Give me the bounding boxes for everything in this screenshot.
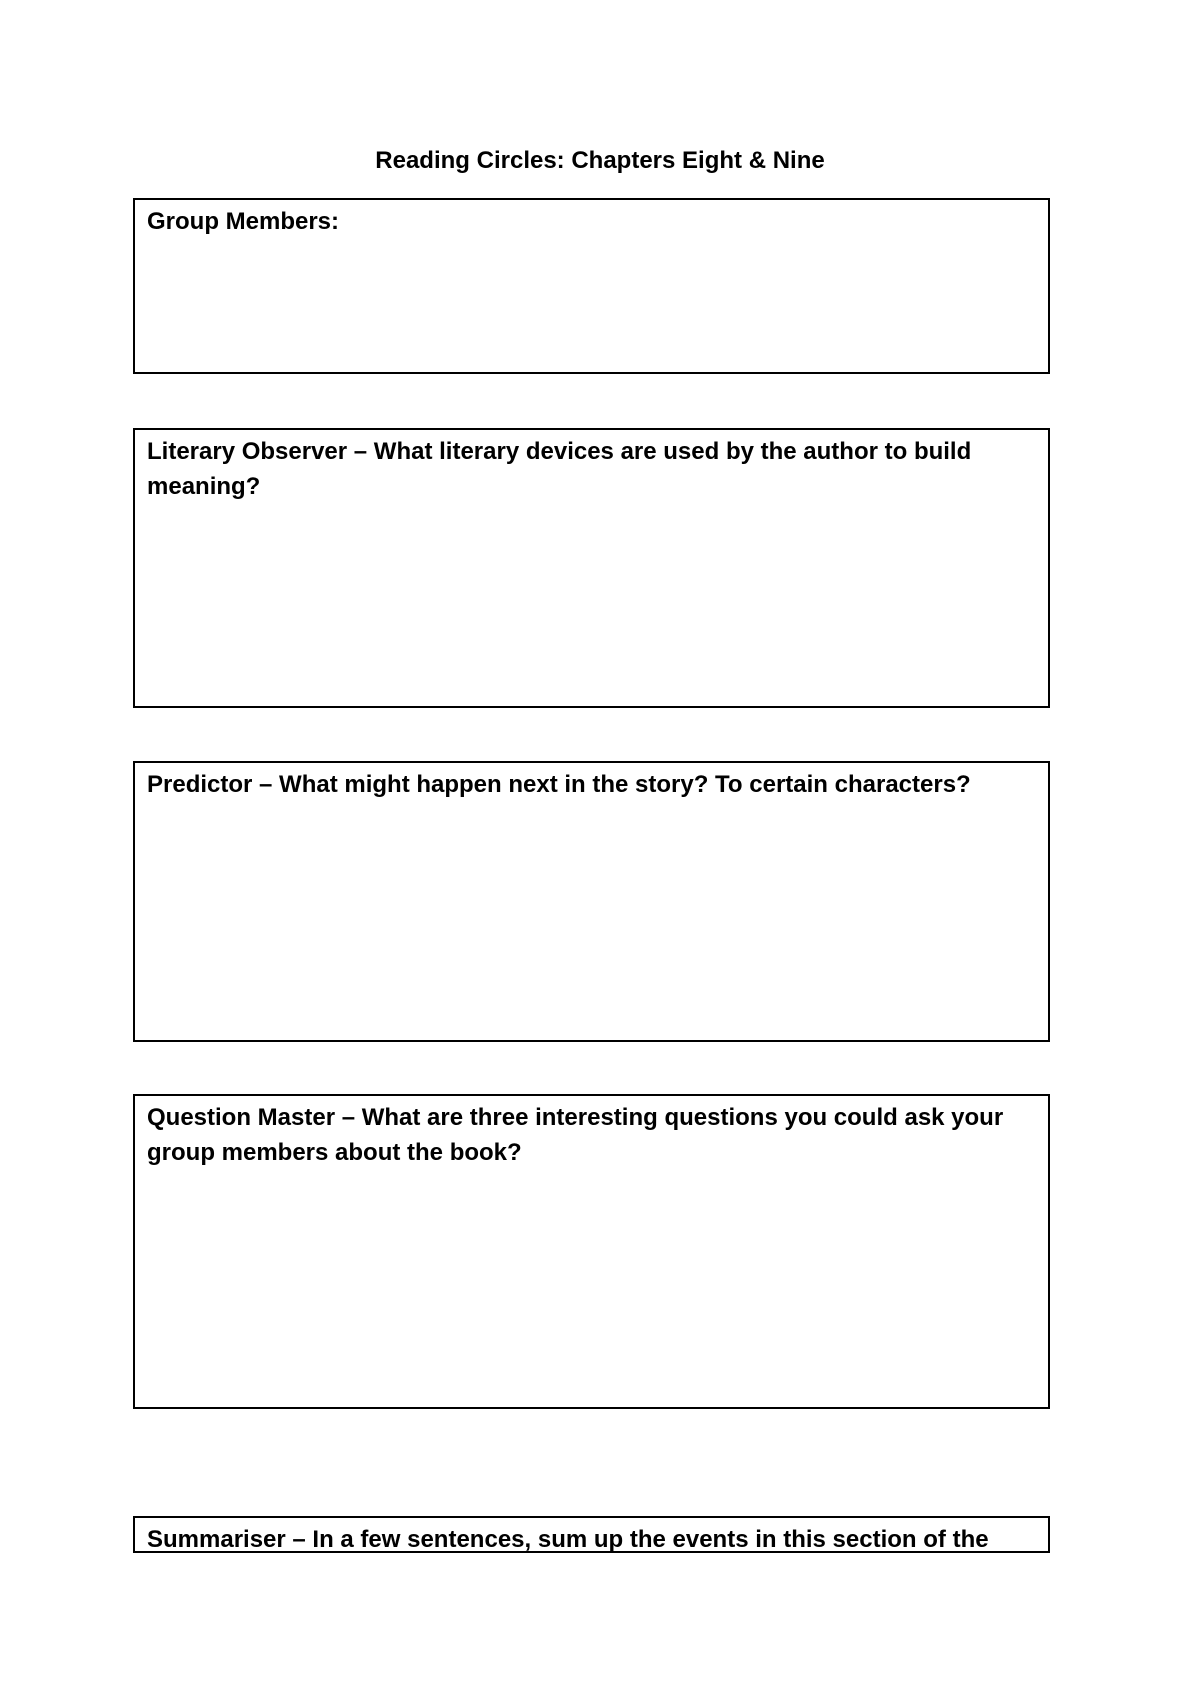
predictor-box[interactable]	[133, 761, 1050, 1042]
literary-observer-label: Literary Observer – What literary devices are used by the author to build meaning?	[147, 438, 972, 500]
literary-observer-box[interactable]	[133, 428, 1050, 708]
summariser-box[interactable]	[133, 1516, 1050, 1553]
question-master-label: Question Master – What are three interesting questions you could ask your group members about the book?	[147, 1104, 1004, 1166]
group-members-label: Group Members:	[147, 208, 340, 235]
question-master-box[interactable]	[133, 1094, 1050, 1409]
predictor-label: Predictor – What might happen next in the story? To certain characters?	[147, 771, 971, 798]
group-members-box[interactable]	[133, 198, 1050, 374]
summariser-label: Summariser – In a few sentences, sum up the events in this section of the	[147, 1526, 989, 1553]
page-title: Reading Circles: Chapters Eight & Nine	[375, 147, 825, 174]
